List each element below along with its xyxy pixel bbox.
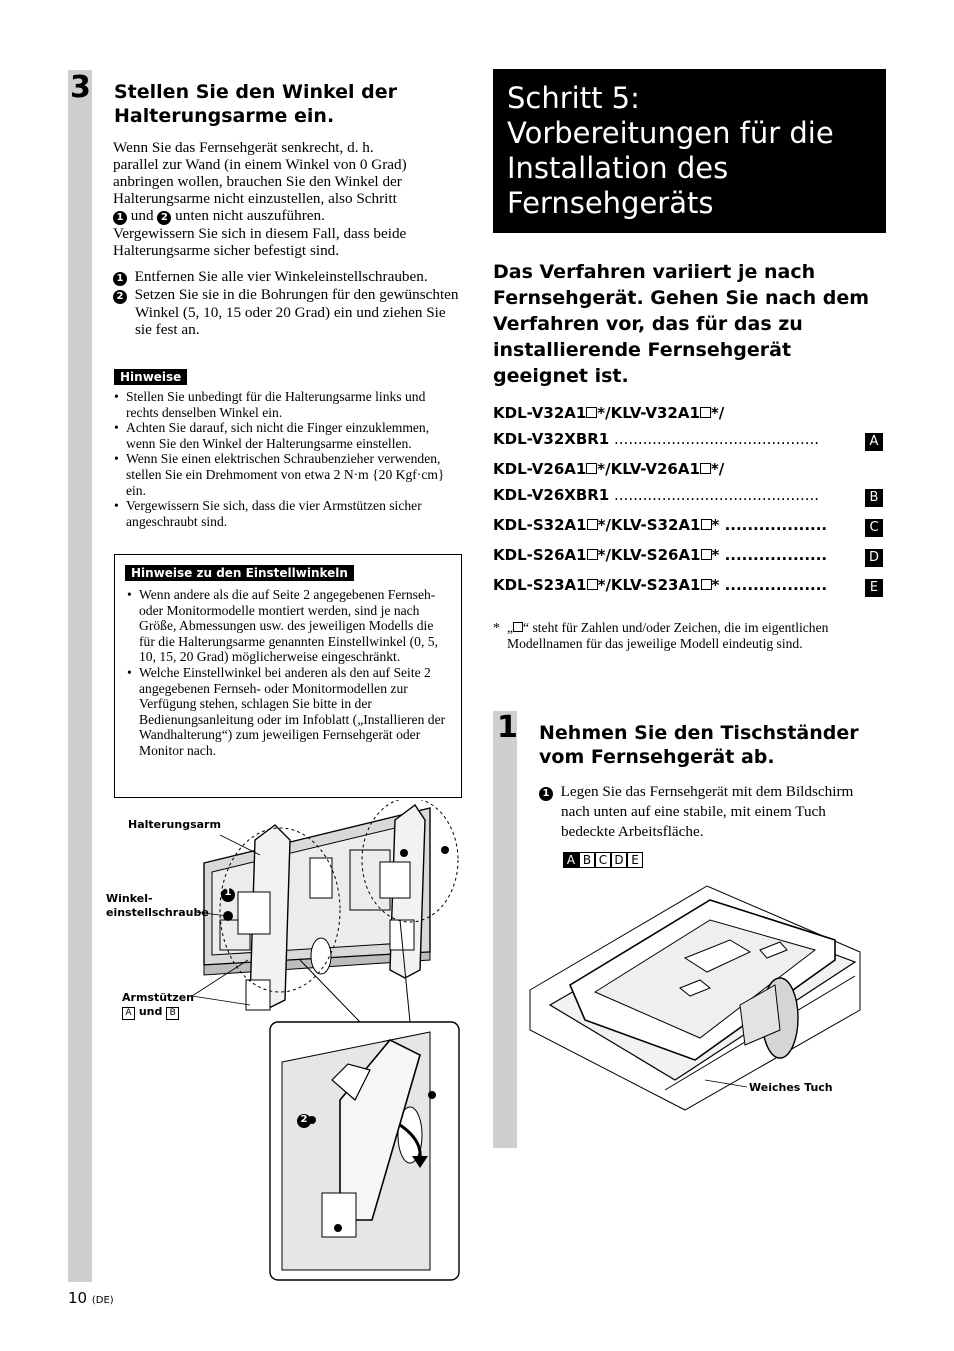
letter-e-box: E	[627, 852, 643, 868]
model-name: */KLV-V26A1	[597, 460, 700, 478]
model-name: */	[710, 460, 725, 478]
step-1-number: 1	[497, 710, 518, 745]
title-line: Installation des	[507, 151, 729, 185]
step-1-bar	[493, 711, 517, 1148]
note-item: • Wenn Sie einen elektrischen Schraubenzieher verwenden, stellen Sie ein Drehmoment von etwa 2 N·m {20 Kgf·cm} ein.	[114, 451, 459, 498]
notes-list	[114, 389, 459, 529]
title-line: Schritt 5:	[507, 81, 640, 115]
model-name: */KLV-S26A1	[597, 546, 701, 564]
model-name: KDL-V26A1	[493, 460, 587, 478]
placeholder-square-icon	[513, 622, 523, 632]
angle-note-item: • Welche Einstellwinkel bei anderen als den auf Seite 2 angegebenen Fernseh- oder Monitormodellen zur Verfügung stehen, schlagen Sie bitte in der Bedienungsanleitung oder im Infoblatt („Installieren der Wandhalterung“) zum jeweiligen Fernsehgerät oder Monitor nach.	[127, 665, 449, 759]
letter-d-box: D	[611, 852, 627, 868]
placeholder-square-icon	[701, 549, 712, 560]
letter-c-box: C	[865, 519, 883, 537]
callout-1: 1	[224, 887, 232, 898]
substep-1-marker: 1	[113, 272, 127, 286]
page-lang: (DE)	[91, 1295, 114, 1306]
title-box	[493, 69, 886, 233]
step-1-substep	[539, 782, 879, 842]
title-line: Vorbereitungen für die	[507, 116, 834, 150]
angle-note-item: • Wenn andere als die auf Seite 2 angegebenen Fernseh- oder Monitormodelle montiert werden, sind je nach Größe, Abmessungen usw. des jeweiligen Modells die für die Halterungsarme genannten Einstellwinkel (0, 5, 10, 15, 20 Grad) möglicherweise eingeschränkt.	[127, 587, 449, 665]
model-name: * ..................	[711, 546, 828, 564]
model-name: KDL-S23A1	[493, 576, 587, 594]
footnote-text: “ steht für Zahlen und/oder Zeichen, die im eigentlichen Modellnamen für das jeweilige Modell eindeutig sind.	[507, 620, 829, 651]
intro-line: Halterungsarme sicher befestigt sind.	[113, 242, 340, 259]
step-1-heading: Nehmen Sie den Tischständer vom Fernsehgerät ab.	[539, 722, 859, 768]
model-row	[493, 576, 827, 594]
placeholder-square-icon	[587, 519, 598, 530]
step-1-marker: 1	[113, 211, 127, 225]
intro-line: Vergewissern Sie sich in diesem Fall, dass beide	[113, 225, 407, 242]
title-line: Fernsehgeräts	[507, 186, 714, 220]
model-name: */KLV-S23A1	[597, 576, 701, 594]
note-item: • Vergewissern Sie sich, dass die vier Armstützen sicher angeschraubt sind.	[114, 498, 459, 529]
letter-a-box: A	[563, 852, 579, 868]
placeholder-square-icon	[586, 407, 597, 418]
step-3-number: 3	[70, 70, 91, 105]
model-name: */	[710, 404, 725, 422]
footnote	[493, 620, 853, 651]
label-winkel	[106, 892, 209, 920]
letter-a-box: A	[122, 1007, 135, 1020]
step-3-substeps	[113, 268, 463, 338]
intro-line: Wenn Sie das Fernsehgerät senkrecht, d. h.	[113, 139, 374, 156]
model-name: KDL-V32A1	[493, 404, 587, 422]
letter-b-box: B	[166, 1007, 179, 1020]
notes-label	[114, 366, 187, 385]
intro-tail: unten nicht auszuführen.	[175, 207, 325, 224]
footnote-open-quote: „	[507, 620, 514, 635]
step-3-heading: Stellen Sie den Winkel der Halterungsarme ein.	[114, 81, 398, 127]
model-row	[493, 486, 819, 504]
model-row	[493, 430, 819, 448]
angle-notes-box	[114, 554, 462, 798]
label-winkel-line1: Winkel-	[106, 892, 153, 905]
placeholder-square-icon	[586, 463, 597, 474]
placeholder-square-icon	[700, 463, 711, 474]
model-name: KDL-V32XBR1	[493, 430, 610, 448]
intro-line: parallel zur Wand (in einem Winkel von 0 Grad)	[113, 156, 407, 173]
model-row	[493, 516, 827, 534]
model-row	[493, 460, 724, 478]
label-armstuetzen	[122, 991, 194, 1020]
letter-c-box: C	[595, 852, 611, 868]
model-dots: ...........................................	[609, 486, 820, 504]
applicable-models	[563, 849, 643, 868]
placeholder-square-icon	[700, 407, 711, 418]
model-name: * ..................	[711, 516, 828, 534]
letter-b-box: B	[579, 852, 595, 868]
model-name: */KLV-V32A1	[597, 404, 700, 422]
intro-line: Halterungsarme nicht einzustellen, also Schritt	[113, 190, 397, 207]
substep-1-marker: 1	[539, 787, 553, 801]
letter-d-box: D	[865, 549, 883, 567]
page-num: 10	[68, 1289, 88, 1307]
page-number	[68, 1289, 114, 1307]
intro-line	[113, 207, 463, 225]
note-item: • Achten Sie darauf, sich nicht die Finger einzuklemmen, wenn Sie den Winkel der Halterungsarme einstellen.	[114, 420, 459, 451]
intro-line: anbringen wollen, brauchen Sie den Winkel der	[113, 173, 402, 190]
model-row	[493, 404, 724, 422]
bracket-illustration	[100, 800, 470, 1285]
label-armstuetzen-line2	[122, 1005, 194, 1020]
model-row	[493, 546, 827, 564]
label-und: und	[138, 1005, 163, 1018]
label-weiches-tuch: Weiches Tuch	[749, 1081, 833, 1094]
letter-b-box: B	[865, 489, 883, 507]
substep-1-text: Entfernen Sie alle vier Winkeleinstellschrauben.	[134, 268, 428, 285]
substep-1-text: Legen Sie das Fernsehgerät mit dem Bildschirm nach unten auf eine stabile, mit einem Tuch bedeckte Arbeitsfläche.	[560, 783, 854, 840]
model-name: KDL-S26A1	[493, 546, 587, 564]
placeholder-square-icon	[587, 579, 598, 590]
label-halterungsarm: Halterungsarm	[128, 818, 221, 831]
label-armstuetzen-line1: Armstützen	[122, 991, 194, 1004]
step-3-bar	[68, 70, 92, 1282]
callout-2: 2	[300, 1114, 308, 1125]
notes-tag: Hinweise	[114, 369, 187, 385]
angle-notes-list	[127, 587, 449, 759]
substep-2	[113, 286, 463, 338]
substep-2-marker: 2	[113, 290, 127, 304]
footnote-star: *	[493, 620, 500, 635]
label-winkel-line2: einstellschraube	[106, 906, 209, 919]
angle-notes-tag: Hinweise zu den Einstellwinkeln	[125, 565, 354, 581]
model-name: KDL-S32A1	[493, 516, 587, 534]
substep-1	[113, 268, 463, 286]
placeholder-square-icon	[587, 549, 598, 560]
placeholder-square-icon	[701, 519, 712, 530]
lead-text: Das Verfahren variiert je nach Fernsehgerät. Gehen Sie nach dem Verfahren vor, das für das zu installierende Fernsehgerät geeignet ist.	[493, 261, 870, 387]
placeholder-square-icon	[701, 579, 712, 590]
intro-und: und	[130, 207, 154, 224]
model-name: KDL-V26XBR1	[493, 486, 610, 504]
model-name: * ..................	[711, 576, 828, 594]
substep-2-text: Setzen Sie sie in die Bohrungen für den gewünschten Winkel (5, 10, 15 oder 20 Grad) ein und ziehen Sie sie fest an.	[134, 286, 459, 338]
note-item: • Stellen Sie unbedingt für die Halterungsarme links und rechts denselben Winkel ein.	[114, 389, 459, 420]
letter-a-box: A	[865, 433, 883, 451]
step-2-marker: 2	[157, 211, 171, 225]
model-name: */KLV-S32A1	[597, 516, 701, 534]
step-3-intro	[113, 139, 463, 259]
letter-e-box: E	[865, 579, 883, 597]
model-dots: ...........................................	[609, 430, 820, 448]
